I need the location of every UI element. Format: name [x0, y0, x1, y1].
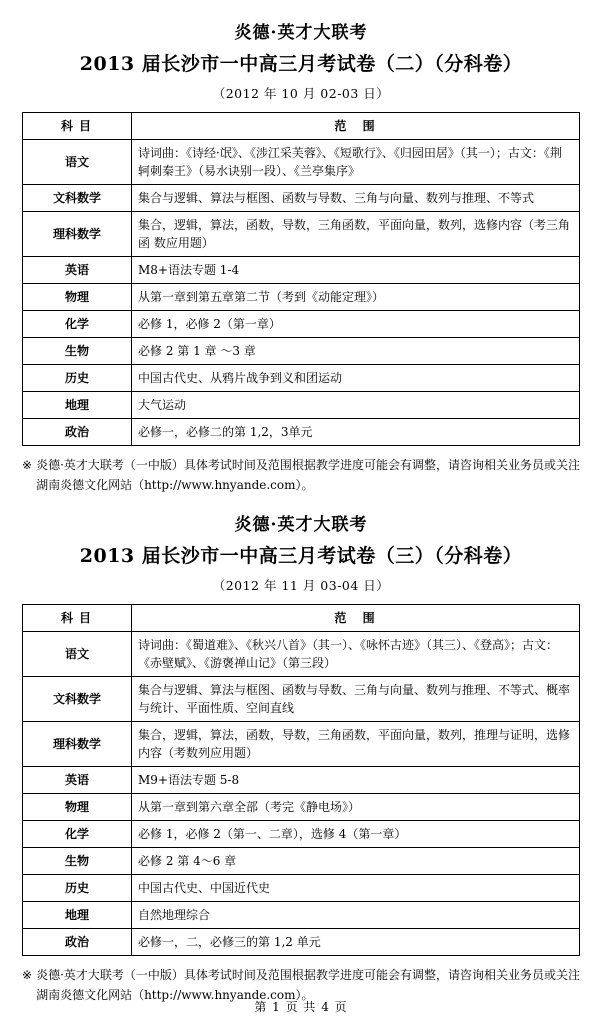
table-row: [23, 928, 580, 955]
cell-subject: 政治: [23, 419, 132, 446]
table-header-row: [23, 604, 580, 631]
exam-block-3: [22, 510, 580, 1006]
cell-scope: 必修 1，必修 2（第一章）: [132, 311, 580, 338]
page-title: 2013 届长沙市一中高三月考试卷（三）（分科卷）: [79, 544, 523, 567]
cell-subject: 政治: [23, 928, 132, 955]
table-row: [23, 140, 580, 185]
cell-scope: 从第一章到第六章全部（考完《静电场》）: [132, 793, 580, 820]
table-row: [23, 392, 580, 419]
schedule-table: [22, 112, 580, 446]
cell-scope: 必修 2 第 4～6 章: [132, 847, 580, 874]
note-mark-icon: ※: [22, 458, 33, 472]
table-row: [23, 338, 580, 365]
cell-subject: 理科数学: [23, 721, 132, 766]
page-title: 2013 届长沙市一中高三月考试卷（二）（分科卷）: [79, 53, 523, 75]
table-row: [23, 311, 580, 338]
cell-scope: 集合与逻辑、算法与框图、函数与导数、三角与向量、数列与推理、不等式: [132, 185, 580, 212]
exam-date: （2012 年 10 月 02-03 日）: [212, 86, 390, 101]
cell-subject: 历史: [23, 874, 132, 901]
table-row: [23, 766, 580, 793]
exam-block-2: [22, 18, 580, 496]
cell-subject: 文科数学: [23, 676, 132, 721]
page-footer: 第 1 页 共 4 页: [254, 1000, 348, 1014]
cell-subject: 地理: [23, 392, 132, 419]
table-row: [23, 847, 580, 874]
cell-subject: 化学: [23, 311, 132, 338]
cell-scope: 诗词曲：《诗经·氓》、《涉江采芙蓉》、《短歌行》、《归园田居》（其一）；古文：《荆轲刺秦王》（易水诀别一段）、《兰亭集序》: [132, 140, 580, 185]
table-row: [23, 257, 580, 284]
cell-subject: 英语: [23, 257, 132, 284]
cell-scope: 大气运动: [132, 392, 580, 419]
cell-scope: 集合，逻辑，算法，函数，导数，三角函数，平面向量，数列，选修内容（考三角函 数应用题）: [132, 212, 580, 257]
cell-scope: 自然地理综合: [132, 901, 580, 928]
column-header-scope: 范 围: [132, 113, 580, 140]
brand-title: 炎德·英才大联考: [234, 514, 368, 535]
cell-subject: 语文: [23, 631, 132, 676]
cell-scope: M8+语法专题 1-4: [132, 257, 580, 284]
cell-scope: M9+语法专题 5-8: [132, 766, 580, 793]
cell-subject: 生物: [23, 847, 132, 874]
cell-scope: 必修一，必修二的第 1,2，3单元: [132, 419, 580, 446]
block-divider: [22, 496, 580, 506]
table-row: [23, 901, 580, 928]
cell-scope: 从第一章到第五章第二节（考到《动能定理》）: [132, 284, 580, 311]
column-header-subject: 科目: [23, 113, 132, 140]
table-row: [23, 793, 580, 820]
cell-subject: 英语: [23, 766, 132, 793]
cell-scope: 诗词曲：《蜀道难》、《秋兴八首》（其一）、《咏怀古迹》（其三）、《登高》；古文：《赤壁赋》、《游褒禅山记》（第三段）: [132, 631, 580, 676]
table-row: [23, 721, 580, 766]
table-row: [23, 185, 580, 212]
exam-date: （2012 年 11 月 03-04 日）: [212, 577, 390, 593]
cell-subject: 理科数学: [23, 212, 132, 257]
cell-subject: 文科数学: [23, 185, 132, 212]
cell-scope: 集合与逻辑、算法与框图、函数与导数、三角与向量、数列与推理、不等式、概率与统计、平面性质、空间直线: [132, 676, 580, 721]
cell-scope: 中国古代史、中国近代史: [132, 874, 580, 901]
cell-subject: 地理: [23, 901, 132, 928]
cell-subject: 物理: [23, 284, 132, 311]
cell-scope: 必修 1，必修 2（第一、二章），选修 4（第一章）: [132, 820, 580, 847]
note-text: 炎德·英才大联考（一中版）具体考试时间及范围根据教学进度可能会有调整，请咨询相关业务员或关注湖南炎德文化网站（http://www.hnyande.com）。: [36, 967, 580, 1003]
cell-subject: 化学: [23, 820, 132, 847]
table-row: [23, 676, 580, 721]
cell-scope: 中国古代史、从鸦片战争到义和团运动: [132, 365, 580, 392]
note-text: 炎德·英才大联考（一中版）具体考试时间及范围根据教学进度可能会有调整，请咨询相关业务员或关注湖南炎德文化网站（http://www.hnyande.com）。: [36, 458, 580, 493]
cell-subject: 生物: [23, 338, 132, 365]
brand-title: 炎德·英才大联考: [234, 23, 368, 43]
note-mark-icon: ※: [22, 967, 33, 982]
table-row: [23, 284, 580, 311]
cell-subject: 物理: [23, 793, 132, 820]
table-row: [23, 631, 580, 676]
column-header-scope: 范 围: [132, 604, 580, 631]
cell-scope: 集合，逻辑，算法，函数，导数，三角函数，平面向量，数列，推理与证明，选修内容（考数列应用题）: [132, 721, 580, 766]
cell-scope: 必修 2 第 1 章 ～3 章: [132, 338, 580, 365]
column-header-subject: 科目: [23, 604, 132, 631]
table-row: [23, 365, 580, 392]
table-row: [23, 820, 580, 847]
cell-subject: 历史: [23, 365, 132, 392]
cell-scope: 必修一，二，必修三的第 1,2 单元: [132, 928, 580, 955]
table-row: [23, 212, 580, 257]
schedule-table: [22, 604, 580, 956]
table-header-row: [23, 113, 580, 140]
table-row: [23, 874, 580, 901]
cell-subject: 语文: [23, 140, 132, 185]
footnote: [22, 455, 580, 496]
table-row: [23, 419, 580, 446]
